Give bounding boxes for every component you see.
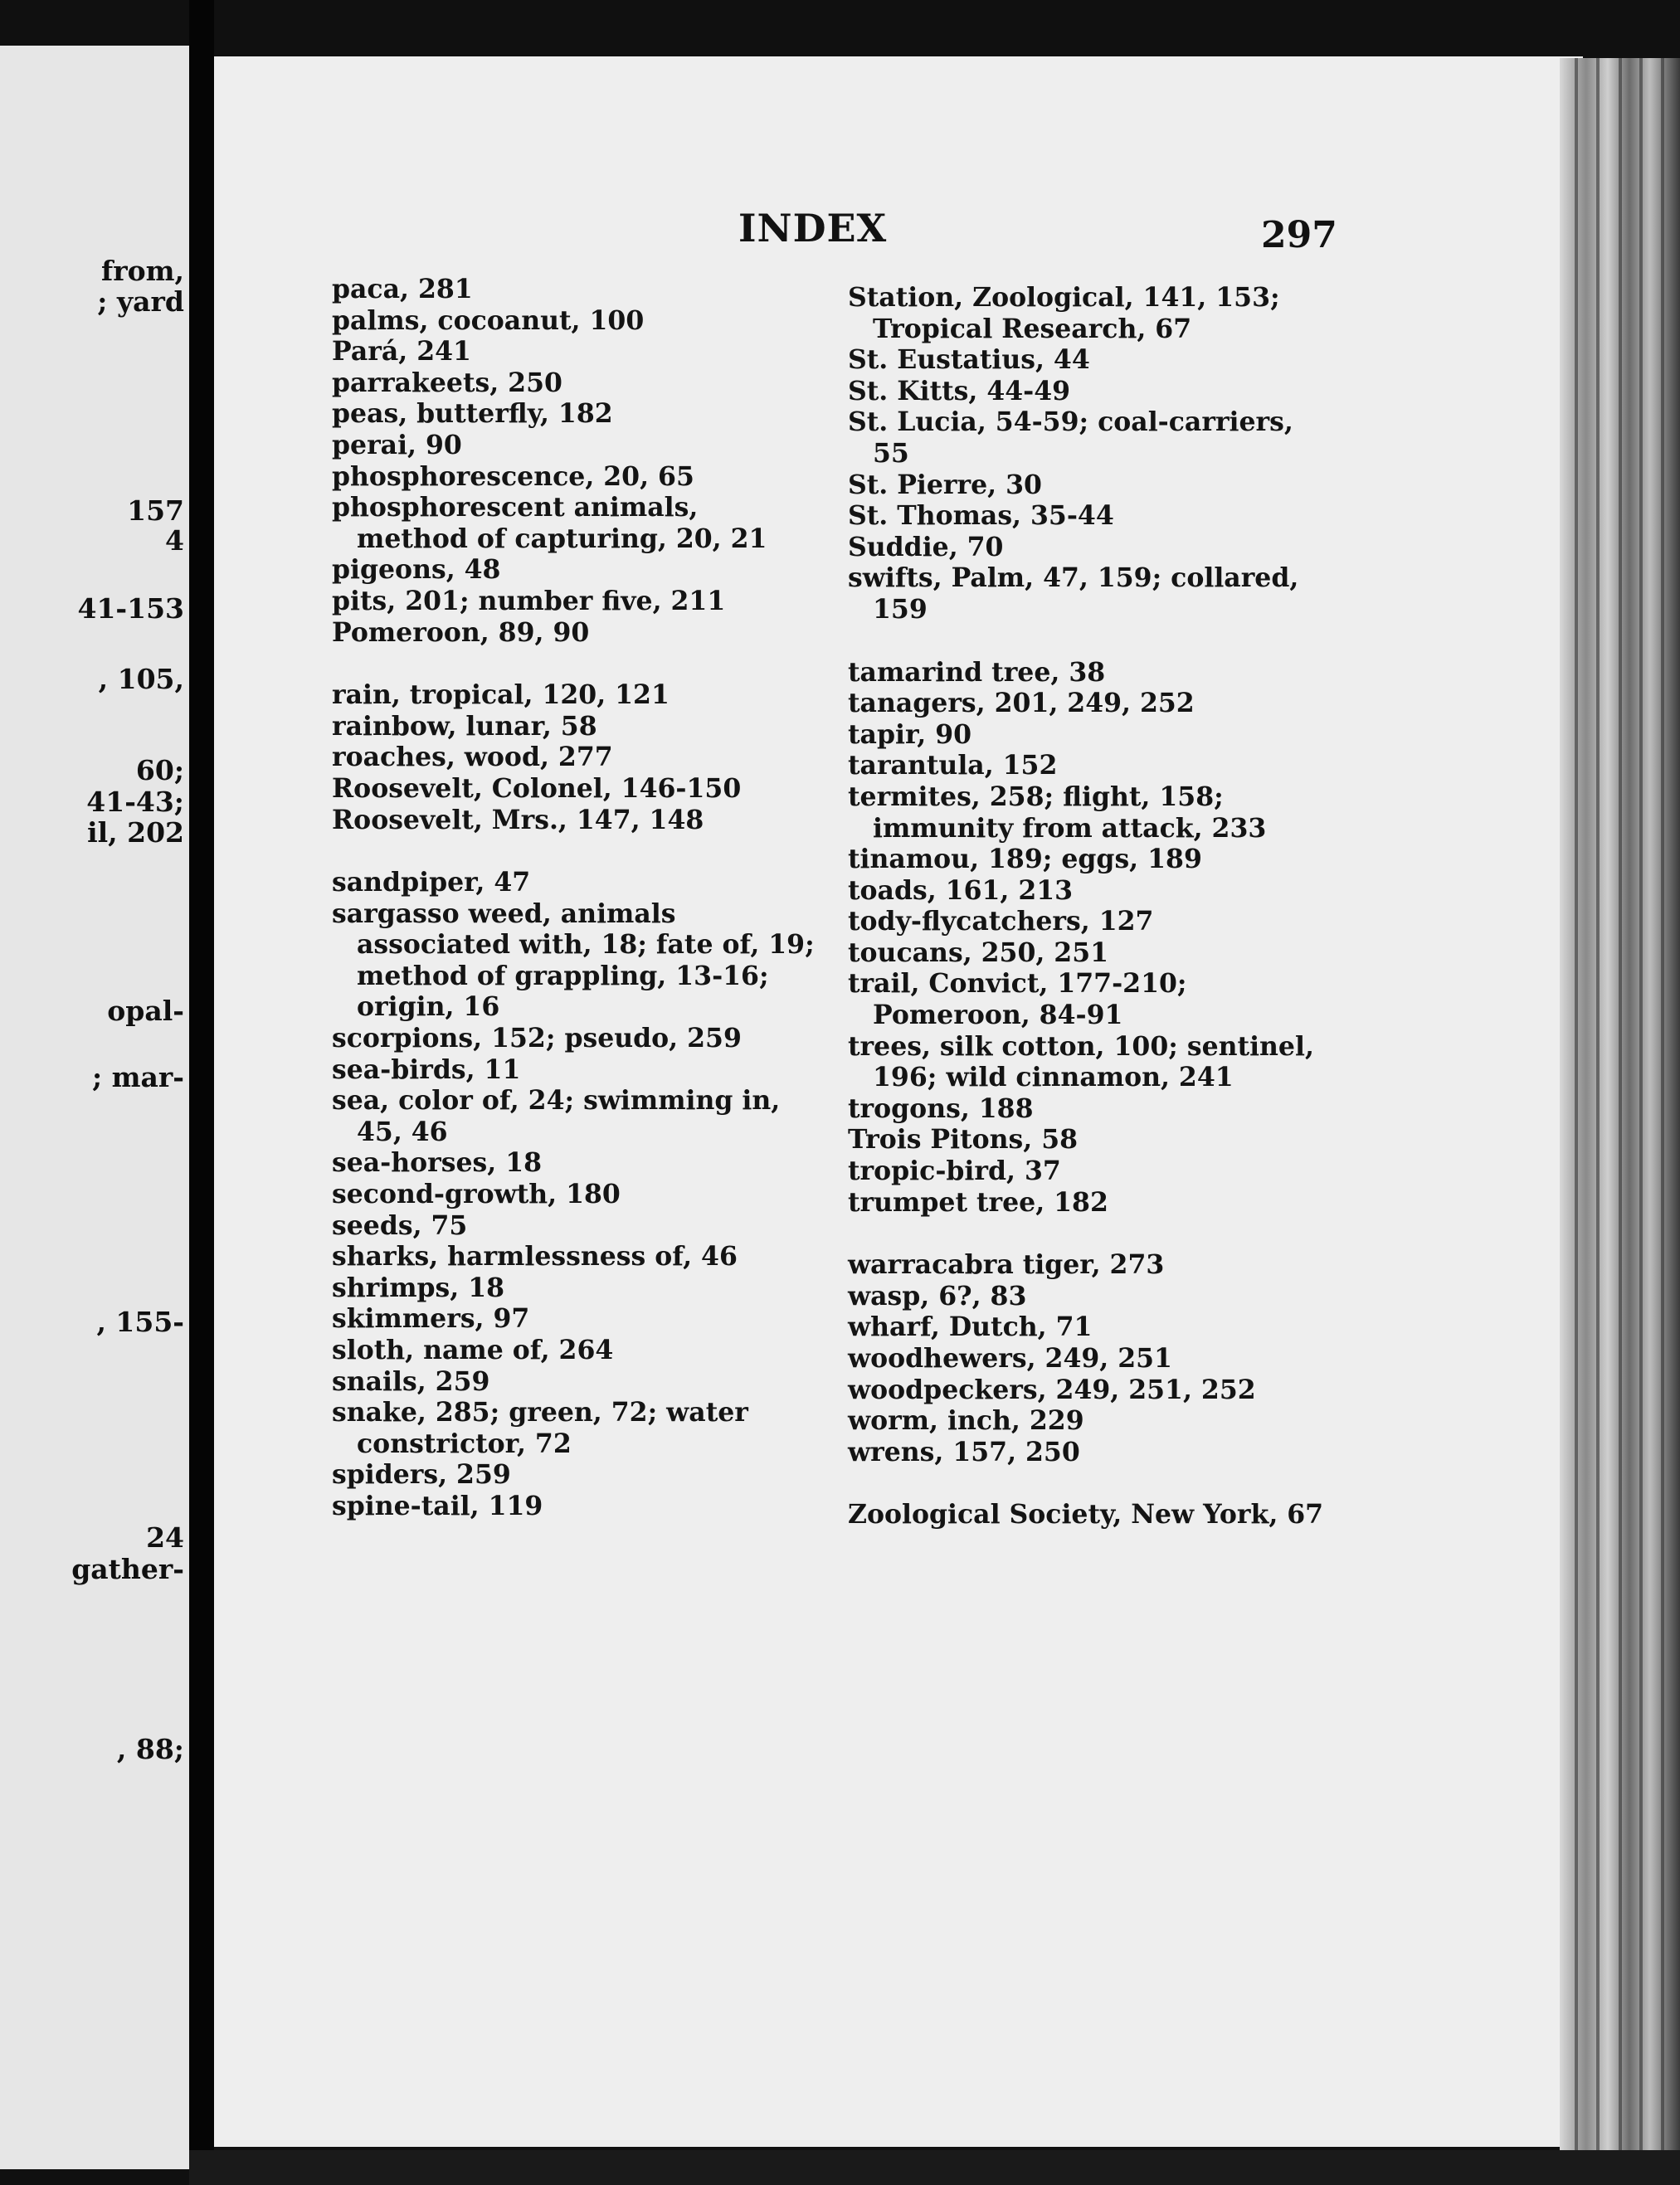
index-column-right — [848, 282, 1333, 1530]
index-entry: sea-birds, 11 — [332, 1054, 521, 1085]
index-entry: tarantula, 152 — [848, 750, 1058, 781]
index-entry: Roosevelt, Mrs., 147, 148 — [332, 804, 704, 835]
index-column-left — [332, 274, 817, 1522]
index-entry: wrens, 157, 250 — [848, 1436, 1080, 1467]
left-page-fragment: from, — [101, 255, 184, 287]
previous-page — [0, 46, 191, 2169]
index-entry: rainbow, lunar, 58 — [332, 710, 597, 742]
index-entry: paca, 281 — [332, 274, 473, 304]
index-entry: tropic-bird, 37 — [848, 1156, 1061, 1187]
index-entry: phosphorescence, 20, 65 — [332, 460, 694, 492]
index-entry: tody-flycatchers, 127 — [848, 906, 1154, 937]
index-entry: sea, color of, 24; swimming in, 45, 46 — [332, 1085, 781, 1147]
index-entry: St. Thomas, 35-44 — [848, 500, 1114, 532]
index-entry: St. Pierre, 30 — [848, 469, 1042, 500]
index-entry: swifts, Palm, 47, 159; collared, 159 — [848, 562, 1299, 625]
left-page-fragment: 157 — [127, 494, 184, 527]
index-group — [332, 679, 817, 835]
running-header: INDEX — [738, 206, 888, 251]
index-entry: Pará, 241 — [332, 336, 471, 367]
index-entry: seeds, 75 — [332, 1209, 468, 1241]
left-page-fragment: , 105, — [98, 663, 184, 695]
index-entry: snails, 259 — [332, 1365, 490, 1397]
index-entry: worm, inch, 229 — [848, 1405, 1084, 1437]
index-group — [848, 657, 1333, 1219]
index-entry: sharks, harmlessness of, 46 — [332, 1241, 738, 1273]
page-edge — [1560, 58, 1680, 2185]
left-page-fragment: opal- — [107, 995, 184, 1027]
index-entry: trees, silk cotton, 100; sentinel, 196; wild cinnamon, 241 — [848, 1030, 1314, 1093]
index-entry: Roosevelt, Colonel, 146-150 — [332, 772, 742, 804]
index-entry: wasp, 6?, 83 — [848, 1280, 1027, 1311]
page-number: 297 — [1261, 214, 1337, 256]
index-entry: tamarind tree, 38 — [848, 656, 1106, 688]
index-group — [848, 282, 1333, 625]
index-entry: scorpions, 152; pseudo, 259 — [332, 1023, 742, 1054]
index-entry: woodhewers, 249, 251 — [848, 1343, 1172, 1374]
index-entry: spiders, 259 — [332, 1459, 511, 1491]
index-entry: tinamou, 189; eggs, 189 — [848, 844, 1202, 875]
index-entry: shrimps, 18 — [332, 1272, 505, 1303]
index-entry: phosphorescent animals, method of capturing, 20, 21 — [332, 492, 767, 554]
index-entry: second-growth, 180 — [332, 1179, 621, 1210]
index-group — [848, 1249, 1333, 1467]
index-entry: sea-horses, 18 — [332, 1147, 543, 1179]
index-entry: parrakeets, 250 — [332, 367, 562, 398]
index-entry: rain, tropical, 120, 121 — [332, 679, 670, 711]
index-entry: toucans, 250, 251 — [848, 937, 1109, 968]
left-page-fragment: 41-43; — [86, 786, 184, 818]
index-entry: termites, 258; flight, 158; immunity from attack, 233 — [848, 781, 1267, 844]
index-group-gap — [848, 1467, 1333, 1499]
index-group — [332, 867, 817, 1521]
index-group-gap — [332, 648, 817, 679]
index-entry: Zoological Society, New York, 67 — [848, 1499, 1324, 1530]
index-entry: tapir, 90 — [848, 718, 972, 750]
left-page-fragment: 4 — [165, 524, 184, 557]
left-page-fragment: ; yard — [97, 285, 184, 318]
left-page-fragment: 41-153 — [77, 592, 184, 625]
index-entry: trail, Convict, 177-210; Pomeroon, 84-91 — [848, 968, 1187, 1031]
left-page-fragment: il, 202 — [87, 816, 184, 849]
left-page-fragment: 60; — [135, 754, 184, 786]
left-page-fragment: gather- — [71, 1553, 184, 1585]
left-page-fragment: , 155- — [96, 1306, 184, 1338]
index-entry: sloth, name of, 264 — [332, 1335, 614, 1365]
index-entry: Station, Zoological, 141, 153; Tropical Research, 67 — [848, 282, 1280, 344]
index-group — [332, 274, 817, 648]
index-entry: pits, 201; number five, 211 — [332, 585, 726, 616]
index-entry: St. Eustatius, 44 — [848, 344, 1090, 376]
index-entry: palms, cocoanut, 100 — [332, 304, 645, 336]
index-entry: roaches, wood, 277 — [332, 742, 613, 773]
book-gutter — [189, 0, 214, 2185]
index-entry: sargasso weed, animals associated with, 18; fate of, 19; method of grappling, 13-16; origin, 16 — [332, 898, 815, 1023]
index-entry: warracabra tiger, 273 — [848, 1249, 1165, 1281]
left-page-fragment: ; mar- — [91, 1061, 184, 1093]
index-entry: woodpeckers, 249, 251, 252 — [848, 1374, 1256, 1405]
index-entry: trumpet tree, 182 — [848, 1186, 1108, 1218]
index-entry: spine-tail, 119 — [332, 1490, 543, 1521]
index-entry: sandpiper, 47 — [332, 867, 531, 898]
index-entry: tanagers, 201, 249, 252 — [848, 688, 1195, 719]
index-entry: toads, 161, 213 — [848, 874, 1074, 906]
index-entry: St. Lucia, 54-59; coal-carriers, 55 — [848, 406, 1293, 469]
index-group-gap — [332, 835, 817, 867]
index-group — [848, 1499, 1333, 1530]
index-entry: peas, butterfly, 182 — [332, 398, 613, 430]
index-entry: perai, 90 — [332, 429, 462, 460]
index-entry: trogons, 188 — [848, 1092, 1034, 1124]
index-entry: wharf, Dutch, 71 — [848, 1311, 1093, 1343]
index-entry: St. Kitts, 44-49 — [848, 375, 1071, 406]
index-entry: Trois Pitons, 58 — [848, 1124, 1079, 1156]
index-entry: Pomeroon, 89, 90 — [332, 616, 590, 648]
index-entry: Suddie, 70 — [848, 531, 1004, 562]
index-group-gap — [848, 625, 1333, 657]
page-bottom-shadow — [189, 2150, 1680, 2185]
index-entry: skimmers, 97 — [332, 1303, 530, 1335]
index-entry: snake, 285; green, 72; water constrictor, 72 — [332, 1397, 748, 1459]
index-entry: pigeons, 48 — [332, 554, 501, 586]
left-page-fragment: , 88; — [116, 1733, 184, 1765]
index-group-gap — [848, 1218, 1333, 1249]
left-page-fragment: 24 — [146, 1521, 184, 1554]
